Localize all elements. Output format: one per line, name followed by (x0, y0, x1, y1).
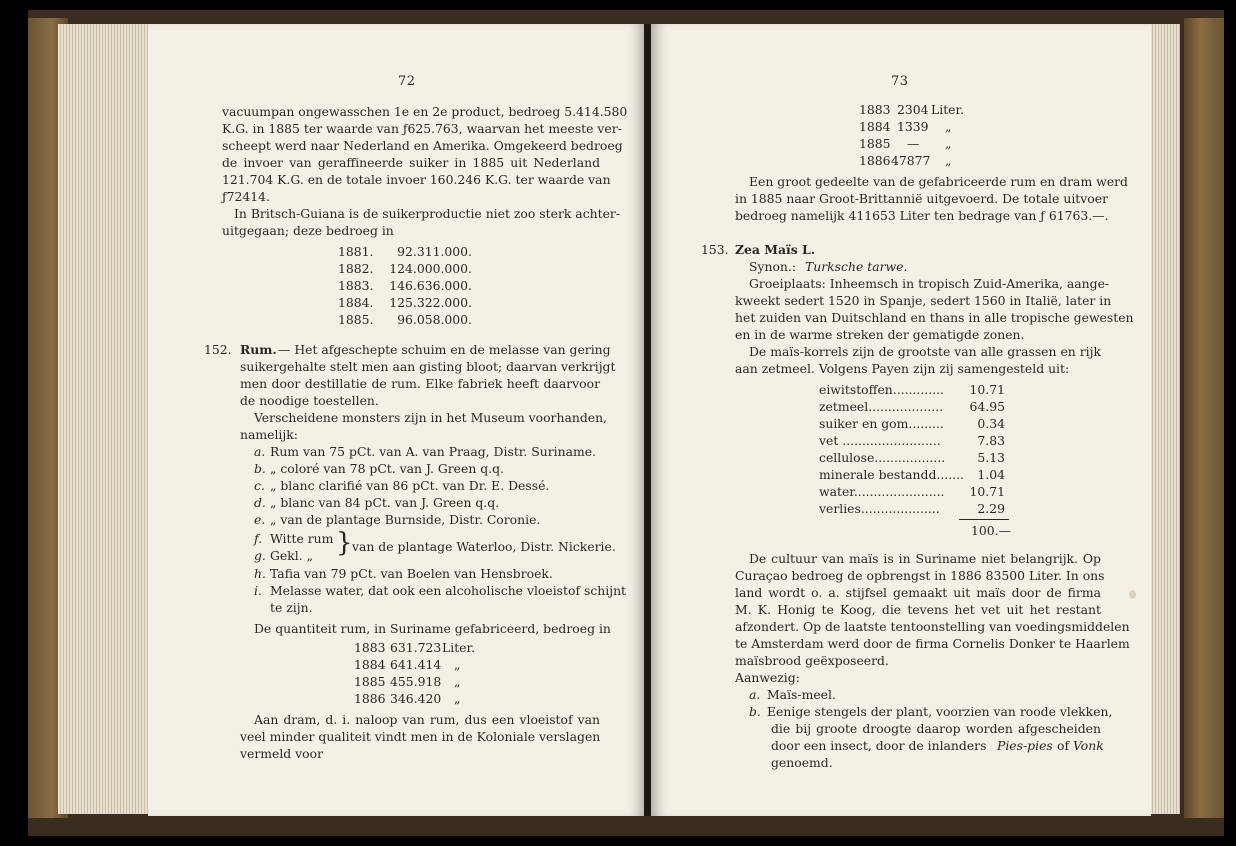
text-line: De quantiteit rum, in Suriname gefabriceerd, bedroeg in (254, 621, 611, 636)
text-line: Groeiplaats: Inheemsch in tropisch Zuid-Amerika, aange- (749, 276, 1110, 291)
italic-term: Vonk (1073, 738, 1104, 753)
table-unit: „ (945, 119, 952, 134)
table-value: 125.322.000. (389, 295, 472, 310)
table-year: 1884 (354, 657, 386, 672)
table-value: 455.918 (390, 674, 442, 689)
list-item: Melasse water, dat ook een alcoholische vloeistof schijnt (270, 583, 627, 598)
list-item: Maïs-meel. (767, 687, 836, 702)
brace-icon: } (336, 528, 353, 558)
composition-value: 0.34 (977, 416, 1005, 431)
aanwezig-label: Aanwezig: (735, 670, 800, 685)
text-line: bedroeg namelijk 411653 Liter ten bedrage van ƒ 61763.—. (735, 208, 1109, 223)
text-line: M. K. Honig te Koog, die tevens het vet uit het restant (735, 602, 1101, 617)
table-unit: „ (945, 153, 952, 168)
text-line: in 1885 naar Groot-Brittannië uitgevoerd. De totale uitvoer (735, 191, 1109, 206)
text-line: en in de warme streken der gematigde zonen. (735, 327, 1025, 342)
composition-value: 5.13 (977, 450, 1005, 465)
composition-label: verlies.................... (819, 501, 940, 516)
table-year: 1883 (354, 640, 386, 655)
list-item: of (1057, 738, 1070, 753)
list-letter: e. (254, 512, 266, 527)
composition-value: 2.29 (977, 501, 1005, 516)
entry-number: 153. (701, 242, 729, 257)
table-year: 1885 (859, 136, 891, 151)
table-year: 1886 (354, 691, 386, 706)
composition-label: minerale bestandd....... (819, 467, 964, 482)
list-item: Gekl. „ (270, 548, 313, 563)
table-unit: „ (454, 657, 461, 672)
right-page (651, 24, 1151, 816)
list-item: „ van de plantage Burnside, Distr. Coronie. (270, 512, 541, 527)
list-item: Tafia van 79 pCt. van Boelen van Hensbroek. (270, 566, 553, 581)
list-item: Eenige stengels der plant, voorzien van roode vlekken, (767, 704, 1113, 719)
text-line: 121.704 K.G. en de totale invoer 160.246 K.G. ter waarde van (222, 172, 611, 187)
table-value: 92.311.000. (397, 244, 472, 259)
composition-value: 64.95 (969, 399, 1005, 414)
table-unit: Liter. (442, 640, 476, 655)
list-item: die bij groote droogte daarop worden afgescheiden (771, 721, 1101, 736)
synonym-label: Synon.: (749, 259, 797, 274)
table-year: 1883. (338, 278, 374, 293)
composition-label: cellulose.................. (819, 450, 946, 465)
text-line: afzondert. Op de laatste tentoonstelling van voedingsmiddelen (735, 619, 1130, 634)
right-cover (1184, 18, 1224, 818)
table-year: 1882. (338, 261, 374, 276)
page-number: 73 (891, 74, 909, 89)
entry-number: 152. (204, 342, 232, 357)
text-line: de noodige toestellen. (240, 393, 379, 408)
list-letter: b. (749, 704, 761, 719)
text-line: kweekt sedert 1520 in Spanje, sedert 1560 in Italië, later in (735, 293, 1112, 308)
sum-rule (959, 519, 1009, 520)
table-value: 47877 (891, 153, 931, 168)
table-unit: Liter. (931, 102, 965, 117)
list-letter: a. (254, 444, 266, 459)
list-letter: g. (254, 548, 266, 563)
list-item: Witte rum (270, 531, 334, 546)
composition-value: 10.71 (969, 382, 1005, 397)
text-line: Verscheidene monsters zijn in het Museum voorhanden, (254, 410, 607, 425)
synonym-value: Turksche tarwe. (805, 259, 908, 274)
text-line: maïsbrood geëxposeerd. (735, 653, 889, 668)
right-page-edges (1150, 24, 1180, 814)
italic-term: Pies-pies (997, 738, 1053, 753)
list-item: „ blanc clarifié van 86 pCt. van Dr. E. Dessé. (270, 478, 550, 493)
table-year: 1883 (859, 102, 891, 117)
text-line: K.G. in 1885 ter waarde van ƒ625.763, waarvan het meeste ver- (222, 121, 622, 136)
list-letter: i. (254, 583, 262, 598)
list-item: „ blanc van 84 pCt. van J. Green q.q. (270, 495, 500, 510)
table-value: 124.000.000. (389, 261, 472, 276)
composition-value: 1.04 (977, 467, 1005, 482)
list-letter: a. (749, 687, 761, 702)
text-line: te Amsterdam werd door de firma Cornelis Donker te Haarlem (735, 636, 1130, 651)
text-line: namelijk: (240, 427, 298, 442)
text-line: het zuiden van Duitschland en thans in alle tropische gewesten (735, 310, 1134, 325)
table-year: 1884 (859, 119, 891, 134)
table-value: 2304 (897, 102, 929, 117)
table-year: 1885. (338, 312, 374, 327)
table-year: 1884. (338, 295, 374, 310)
text-line: scheept werd naar Nederland en Amerika. Omgekeerd bedroeg (222, 138, 623, 153)
text-line: veel minder qualiteit vindt men in de Koloniale verslagen (240, 729, 601, 744)
text-line: men door destillatie de rum. Elke fabriek heeft daarvoor (240, 376, 600, 391)
composition-label: water....................... (819, 484, 945, 499)
left-page-edges (58, 24, 148, 814)
list-letter: d. (254, 495, 266, 510)
left-page (148, 24, 645, 816)
list-item: „ coloré van 78 pCt. van J. Green q.q. (270, 461, 504, 476)
text-line: vermeld voor (240, 746, 324, 761)
text-line: de invoer van geraffineerde suiker in 1885 uit Nederland (222, 155, 600, 170)
list-item-continuation: te zijn. (270, 600, 313, 615)
list-item: Rum van 75 pCt. van A. van Praag, Distr. Suriname. (270, 444, 596, 459)
table-unit: „ (454, 691, 461, 706)
table-value: 1339 (897, 119, 929, 134)
text-line: — Het afgeschepte schuim en de melasse van gering (278, 342, 611, 357)
table-year: 1885 (354, 674, 386, 689)
page-number: 72 (398, 74, 416, 89)
list-item: door een insect, door de inlanders (771, 738, 987, 753)
table-value: 346.420 (390, 691, 442, 706)
table-value: 641.414 (390, 657, 442, 672)
table-year: 1886 (859, 153, 891, 168)
text-line: suikergehalte stelt men aan gisting bloot; daarvan verkrijgt (240, 359, 616, 374)
table-unit: „ (454, 674, 461, 689)
list-item-shared: van de plantage Waterloo, Distr. Nickerie. (352, 539, 616, 554)
table-value: 146.636.000. (389, 278, 472, 293)
table-year: 1881. (338, 244, 374, 259)
composition-label: vet ......................... (819, 433, 941, 448)
text-line: De maïs-korrels zijn de grootste van alle grassen en rijk (749, 344, 1101, 359)
composition-label: zetmeel................... (819, 399, 944, 414)
composition-value: 7.83 (977, 433, 1005, 448)
entry-title: Zea Maïs L. (735, 242, 816, 257)
text-line: De cultuur van maïs is in Suriname niet belangrijk. Op (749, 551, 1101, 566)
paper-stain (1129, 590, 1136, 599)
table-unit: „ (945, 136, 952, 151)
text-line: aan zetmeel. Volgens Payen zijn zij samengesteld uit: (735, 361, 1070, 376)
text-line: Aan dram, d. i. naloop van rum, dus een vloeistof van (254, 712, 600, 727)
text-line: In Britsch-Guiana is de suikerproductie niet zoo sterk achter- (234, 206, 621, 221)
entry-title: Rum. (240, 342, 277, 357)
composition-total: 100.— (971, 523, 1011, 538)
list-letter: c. (254, 478, 265, 493)
text-line: vacuumpan ongewasschen 1e en 2e product, bedroeg 5.414.580 (222, 104, 628, 119)
list-letter: f. (254, 531, 263, 546)
composition-label: eiwitstoffen............. (819, 382, 944, 397)
composition-label: suiker en gom......... (819, 416, 944, 431)
list-item: genoemd. (771, 755, 833, 770)
table-value: — (907, 136, 920, 151)
list-letter: b. (254, 461, 266, 476)
text-line: land wordt o. a. stijfsel gemaakt uit maïs door de firma (735, 585, 1101, 600)
text-line: Een groot gedeelte van de gefabriceerde rum en dram werd (749, 174, 1128, 189)
text-line: ƒ72414. (222, 189, 270, 204)
list-letter: h. (254, 566, 266, 581)
text-line: Curaçao bedroeg de opbrengst in 1886 83500 Liter. In ons (735, 568, 1105, 583)
composition-value: 10.71 (969, 484, 1005, 499)
table-value: 96.058.000. (397, 312, 472, 327)
text-line: uitgegaan; deze bedroeg in (222, 223, 394, 238)
table-value: 631.723 (390, 640, 442, 655)
